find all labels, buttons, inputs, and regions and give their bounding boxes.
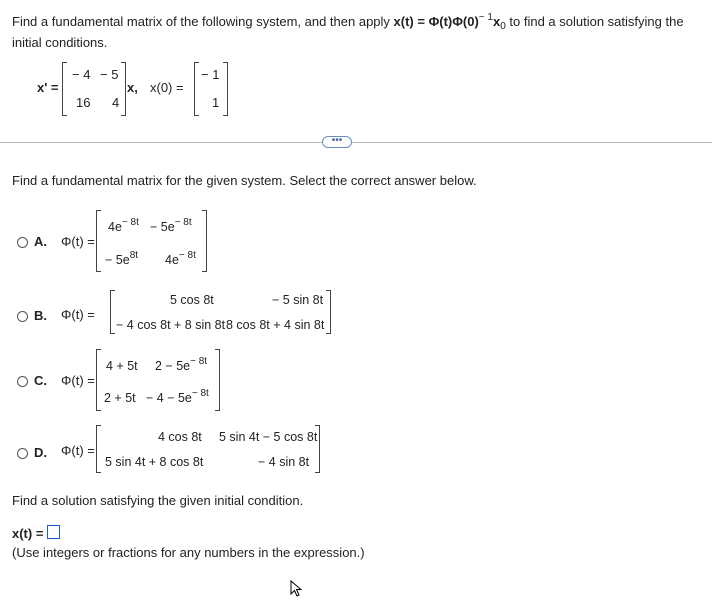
option-b-phi: Φ(t) = [61, 307, 95, 322]
option-a-letter: A. [34, 234, 47, 249]
system-matrix-a12: − 5 [100, 67, 119, 82]
answer-hint: (Use integers or fractions for any numbers in the expression.) [12, 545, 365, 560]
answer-input[interactable] [47, 525, 60, 539]
system-matrix-a22: 4 [112, 95, 120, 110]
question-prompt-line2: initial conditions. [12, 35, 108, 50]
option-b-letter: B. [34, 308, 47, 323]
option-d-phi: Φ(t) = [61, 443, 95, 458]
initial-condition-label: x(0) = [150, 80, 184, 95]
option-b-radio[interactable] [17, 311, 28, 322]
option-d-cell-11: 4 cos 8t [158, 430, 202, 444]
formula: x(t) = Φ(t)Φ(0) [393, 14, 479, 29]
option-c-radio[interactable] [17, 376, 28, 387]
question-text [12, 12, 684, 32]
option-b-right-bracket [326, 290, 331, 334]
question-prompt: Find a fundamental matrix of the following system, and then apply [12, 14, 394, 29]
part1-prompt: Find a fundamental matrix for the given system. Select the correct answer below. [12, 173, 477, 188]
option-b-cell-12: − 5 sin 8t [272, 293, 324, 307]
ic-vector-left-bracket [194, 62, 199, 116]
option-c-cell-21: 2 + 5t [104, 391, 136, 405]
ic-vector-right-bracket [223, 62, 228, 116]
system-matrix-right-bracket [121, 62, 126, 116]
option-a-right-bracket [202, 210, 207, 272]
system-x-label: x, [127, 80, 138, 95]
part2-prompt: Find a solution satisfying the given initial condition. [12, 493, 304, 508]
option-c-left-bracket [96, 349, 101, 411]
option-a-phi: Φ(t) = [61, 234, 95, 249]
section-divider [0, 142, 712, 143]
option-c-cell-22: − $4 - 5e^{- 8t}$ [146, 388, 209, 405]
option-a-radio[interactable] [17, 237, 28, 248]
ic-vector-x1: − 1 [201, 67, 220, 82]
option-d-radio[interactable] [17, 448, 28, 459]
mouse-cursor-icon [290, 580, 302, 597]
option-d-cell-22: − 4 sin 8t [258, 455, 310, 469]
system-lhs: x' = [37, 80, 59, 95]
option-a-left-bracket [96, 210, 101, 272]
ic-vector-x2: 1 [212, 95, 220, 110]
option-b-cell-21: − 4 cos 8t + 8 sin 8t [116, 318, 226, 332]
option-c-cell-12: $2 - 5e^{- 8t}$ [155, 356, 208, 373]
system-matrix-left-bracket [62, 62, 67, 116]
option-d-letter: D. [34, 445, 47, 460]
option-b-cell-22: 8 cos 8t + 4 sin 8t [226, 318, 325, 332]
question-prompt-end: to find a solution satisfying the [505, 14, 684, 29]
system-matrix-a11: − 4 [72, 67, 91, 82]
option-d-left-bracket [96, 425, 101, 473]
option-a-cell-21: − $5e^{8t}$ [105, 250, 139, 267]
option-b-cell-11: 5 cos 8t [170, 293, 214, 307]
option-c-right-bracket [215, 349, 220, 411]
system-matrix-a21: 16 [76, 95, 91, 110]
option-d-cell-12: 5 sin 4t − 5 cos 8t [219, 430, 318, 444]
option-c-letter: C. [34, 373, 47, 388]
option-d-cell-21: 5 sin 4t + 8 cos 8t [105, 455, 204, 469]
option-a-cell-12: − $5e^{- 8t}$ [150, 217, 192, 234]
option-a-cell-11: $4e^{- 8t}$ [108, 217, 139, 234]
option-b-left-bracket [110, 290, 115, 334]
option-a-cell-22: $4e^{- 8t}$ [165, 250, 196, 267]
option-c-cell-11: 4 + 5t [106, 359, 138, 373]
inverse-exponent: − 1 [478, 12, 493, 23]
x0-symbol: x [492, 14, 501, 29]
option-d-right-bracket [315, 425, 320, 473]
x0-subscript: 0 [500, 21, 506, 32]
answer-label: x(t) = [12, 526, 44, 541]
option-c-phi: Φ(t) = [61, 373, 95, 388]
more-options-button[interactable]: ••• [322, 136, 352, 148]
